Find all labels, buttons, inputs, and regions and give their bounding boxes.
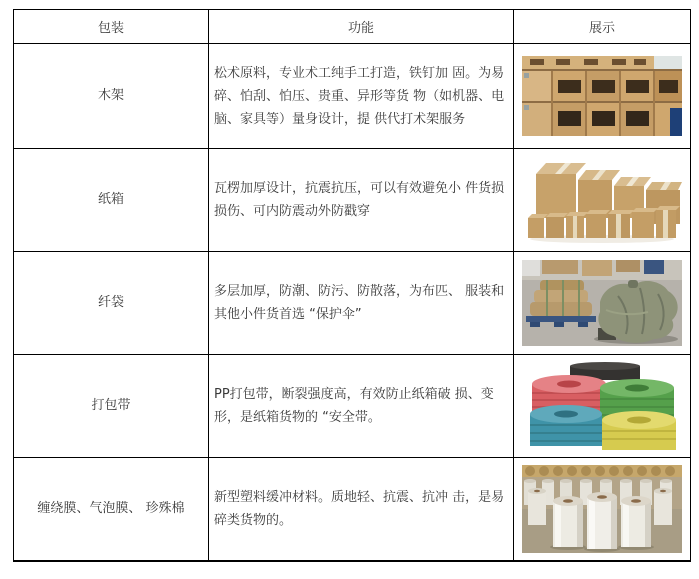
header-row [14, 10, 691, 44]
strap-rolls-photo [522, 362, 682, 450]
photo-cell [514, 355, 691, 458]
photo-cell [514, 458, 691, 561]
wooden-crates-photo [522, 56, 682, 136]
cardboard-boxes-photo [522, 156, 682, 244]
packaging-name: 打包带 [14, 355, 209, 458]
header-packaging: 包装 [14, 10, 209, 44]
table-row-strapping [14, 355, 691, 458]
packaging-table [13, 9, 691, 562]
photo-cell [514, 44, 691, 149]
table-row-wooden-crate [14, 44, 691, 149]
photo-cell [514, 149, 691, 252]
header-display: 展示 [514, 10, 691, 44]
header-function: 功能 [209, 10, 514, 44]
table-row-stretch-film [14, 458, 691, 561]
function-description: 新型塑料缓冲材料。质地轻、抗震、抗冲 击，是易碎类货物的。 [209, 458, 514, 561]
function-description: 瓦楞加厚设计，抗震抗压，可以有效避免小 件货损损伤、可内防震动外防戳穿 [209, 149, 514, 252]
table-row-cardboard-box [14, 149, 691, 252]
film-rolls-photo [522, 465, 682, 553]
function-description: 松术原料，专业术工纯手工打造，铁钉加 固。为易碎、怕刮、怕压、贵重、异形等货 物（如机器、电脑、家具等）量身设计，提 供代打术架服务 [209, 44, 514, 149]
photo-cell [514, 252, 691, 355]
packaging-name: 木架 [14, 44, 209, 149]
woven-bags-photo [522, 260, 682, 346]
function-description: 多层加厚，防潮、防污、防散落，为布匹、 服装和其他小件货首选 “保护伞” [209, 252, 514, 355]
table-row-fiber-bag [14, 252, 691, 355]
packaging-name: 纤袋 [14, 252, 209, 355]
packaging-name: 纸箱 [14, 149, 209, 252]
packaging-name: 缠绕膜、气泡膜、 珍殊棉 [14, 458, 209, 561]
function-description: PP打包带，断裂强度高，有效防止纸箱破 损、变形，是纸箱货物的 “安全带。 [209, 355, 514, 458]
